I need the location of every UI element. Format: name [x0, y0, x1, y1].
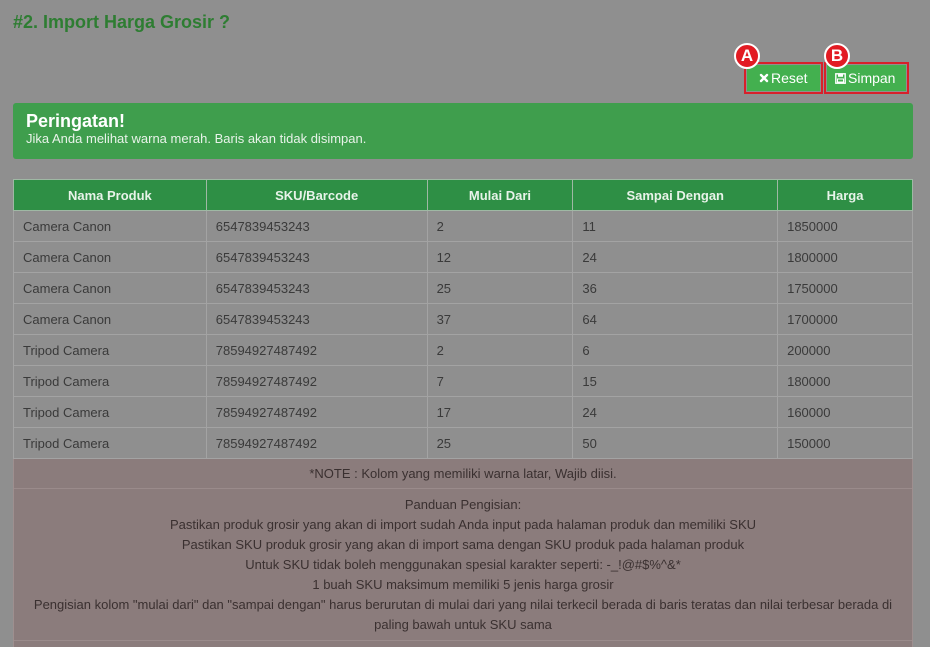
cell-mulai-dari: 2 — [427, 211, 573, 242]
cell-sampai-dengan: 64 — [573, 304, 778, 335]
guide-title: Panduan Pengisian: — [404, 497, 522, 512]
table-row — [14, 428, 913, 459]
cell-sku: 78594927487492 — [206, 335, 427, 366]
table-row — [14, 211, 913, 242]
cell-sampai-dengan: 50 — [573, 428, 778, 459]
cell-mulai-dari: 7 — [427, 366, 573, 397]
cell-nama-produk: Camera Canon — [14, 211, 207, 242]
alert-title: Peringatan! — [26, 111, 126, 131]
save-button[interactable] — [827, 65, 906, 91]
guide-section — [14, 489, 912, 635]
table-row — [14, 397, 913, 428]
cell-mulai-dari: 17 — [427, 397, 573, 428]
cell-harga: 180000 — [778, 366, 913, 397]
table-row — [14, 335, 913, 366]
cell-sku: 6547839453243 — [206, 242, 427, 273]
annotation-marker-b: B — [824, 43, 850, 69]
import-preview-table — [13, 179, 913, 459]
reset-button-label: Reset — [771, 70, 808, 86]
cell-harga: 1700000 — [778, 304, 913, 335]
cell-nama-produk: Tripod Camera — [14, 335, 207, 366]
cell-nama-produk: Tripod Camera — [14, 366, 207, 397]
cell-sampai-dengan: 24 — [573, 242, 778, 273]
cell-nama-produk: Camera Canon — [14, 304, 207, 335]
page-title: #2. Import Harga Grosir ? — [13, 12, 231, 32]
cell-harga: 1800000 — [778, 242, 913, 273]
guide-item: Pengisian kolom "mulai dari" dan "sampai dengan" harus berurutan di mulai dari yang nilai terkecil berada di baris teratas dan nilai terbesar berada di paling bawah untuk SKU sama — [33, 597, 893, 632]
column-header-sku-barcode: SKU/Barcode — [206, 180, 427, 211]
cell-sku: 78594927487492 — [206, 366, 427, 397]
cell-sku: 78594927487492 — [206, 428, 427, 459]
cell-sampai-dengan: 11 — [573, 211, 778, 242]
cell-sampai-dengan: 36 — [573, 273, 778, 304]
guide-item: 1 buah SKU maksimum memiliki 5 jenis harga grosir — [312, 577, 614, 592]
cell-mulai-dari: 25 — [427, 273, 573, 304]
guide-item: Untuk SKU tidak boleh menggunakan spesial karakter seperti: -_!@#$%^&* — [245, 557, 681, 572]
cell-harga: 1750000 — [778, 273, 913, 304]
table-row — [14, 366, 913, 397]
cell-harga: 150000 — [778, 428, 913, 459]
cell-mulai-dari: 12 — [427, 242, 573, 273]
cell-nama-produk: Tripod Camera — [14, 397, 207, 428]
cell-sampai-dengan: 24 — [573, 397, 778, 428]
cell-harga: 1850000 — [778, 211, 913, 242]
cell-mulai-dari: 37 — [427, 304, 573, 335]
reset-button[interactable] — [747, 65, 820, 91]
cell-nama-produk: Camera Canon — [14, 242, 207, 273]
cell-harga: 160000 — [778, 397, 913, 428]
alert-text: Jika Anda melihat warna merah. Baris akan tidak disimpan. — [26, 131, 367, 146]
annotation-marker-a: A — [734, 43, 760, 69]
cell-nama-produk: Camera Canon — [14, 273, 207, 304]
cell-sku: 78594927487492 — [206, 397, 427, 428]
cell-sku: 6547839453243 — [206, 211, 427, 242]
cell-nama-produk: Tripod Camera — [14, 428, 207, 459]
divider — [14, 640, 912, 641]
column-header-sampai-dengan: Sampai Dengan — [573, 180, 778, 211]
required-fields-note: *NOTE : Kolom yang memiliki warna latar, Wajib diisi. — [14, 459, 912, 489]
reset-button-highlight — [744, 62, 823, 94]
guide-item: Pastikan SKU produk grosir yang akan di import sama dengan SKU produk pada halaman produk — [181, 537, 745, 552]
cell-sampai-dengan: 15 — [573, 366, 778, 397]
cell-harga: 200000 — [778, 335, 913, 366]
warning-alert — [13, 103, 913, 159]
cell-sku: 6547839453243 — [206, 273, 427, 304]
floppy-disk-icon — [835, 73, 846, 84]
cell-sku: 6547839453243 — [206, 304, 427, 335]
guide-item: Pastikan produk grosir yang akan di import sudah Anda input pada halaman produk dan memiliki SKU — [169, 517, 757, 532]
table-row — [14, 304, 913, 335]
table-row — [14, 273, 913, 304]
save-button-label: Simpan — [848, 70, 896, 86]
column-header-harga: Harga — [778, 180, 913, 211]
notes-panel — [13, 459, 913, 647]
cell-mulai-dari: 25 — [427, 428, 573, 459]
cell-mulai-dari: 2 — [427, 335, 573, 366]
close-icon — [759, 73, 769, 83]
table-row — [14, 242, 913, 273]
cell-sampai-dengan: 6 — [573, 335, 778, 366]
column-header-mulai-dari: Mulai Dari — [427, 180, 573, 211]
table-header-row — [14, 180, 913, 211]
column-header-nama-produk: Nama Produk — [14, 180, 207, 211]
